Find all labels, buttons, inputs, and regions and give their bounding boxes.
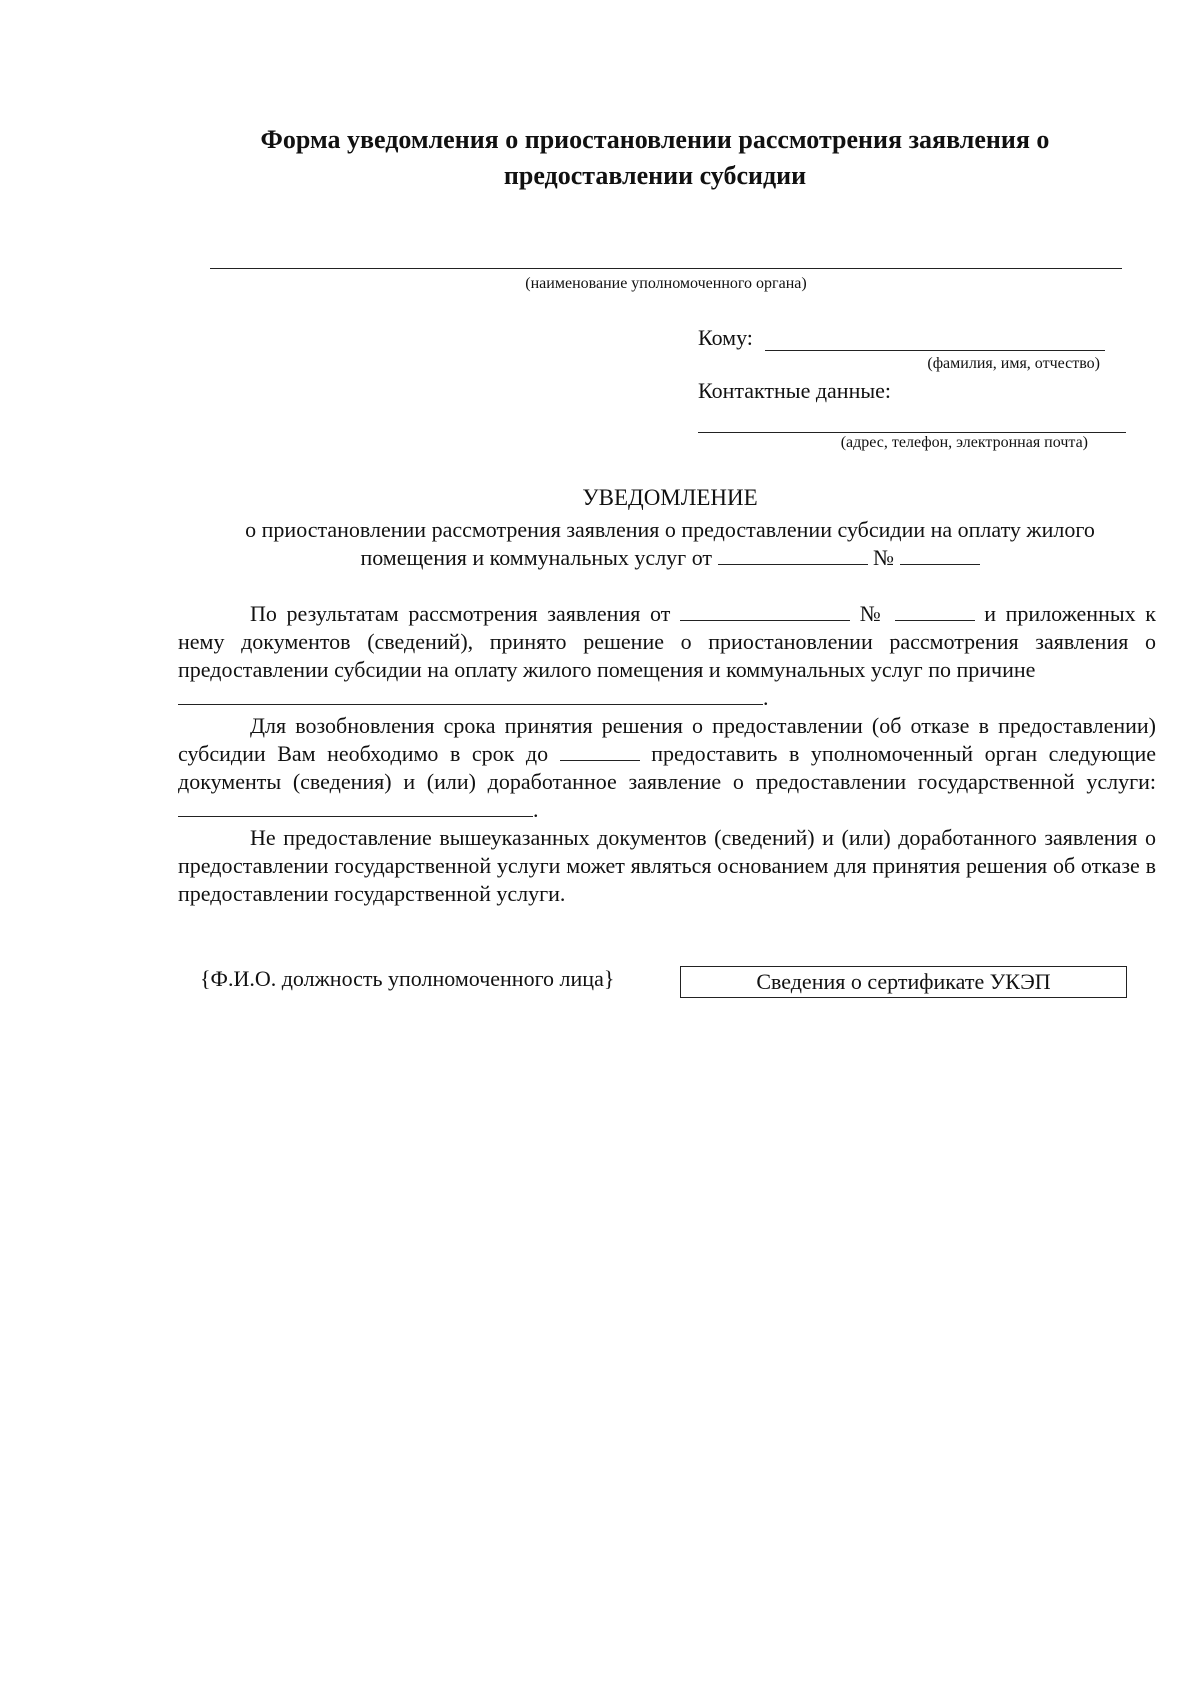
paragraph-decision: По результатам рассмотрения заявления от № и приложенных к нему документов (сведений), принято решение о приостановлении рассмотрения заявления о предоставлении субсидии на оплату жилого помещения и коммунальных услуг по причине . (178, 601, 1156, 710)
notice-subheading-line2 (180, 545, 1160, 571)
application-number-blank[interactable] (895, 602, 975, 621)
org-name-caption: (наименование уполномоченного органа) (525, 275, 807, 292)
notice-heading: УВЕДОМЛЕНИЕ (582, 485, 758, 510)
para1-text-a: По результатам рассмотрения заявления от (250, 601, 671, 626)
subheading-text: помещения и коммунальных услуг от (360, 545, 713, 570)
recipient-label: Кому: (698, 325, 753, 350)
contacts-caption: (адрес, телефон, электронная почта) (840, 434, 1088, 451)
notice-subheading-line1: о приостановлении рассмотрения заявления о предоставлении субсидии на оплату жилого (245, 517, 1095, 542)
signature-label: {Ф.И.О. должность уполномоченного лица} (200, 966, 615, 991)
documents-blank[interactable] (178, 798, 533, 817)
recipient-blank-line[interactable] (765, 350, 1105, 351)
subheading-date-blank[interactable] (718, 546, 868, 565)
paragraph-resume: Для возобновления срока принятия решения о предоставлении (об отказе в предоставлении) субсидии Вам необходимо в срок до предоставить в уполномоченный орган следующие документы (сведения) и (или) доработанное заявление о предоставлении государственной услуги: . (178, 713, 1157, 822)
para1-number-sign: № (859, 601, 885, 626)
subheading-number-sign: № (873, 545, 895, 570)
recipient-fio-caption: (фамилия, имя, отчество) (927, 355, 1100, 372)
deadline-blank[interactable] (560, 742, 640, 761)
org-name-blank-line[interactable] (210, 268, 1122, 269)
para1-text-c: и приложенных к нему документов (сведений), принято решение о приостановлении рассмотрения заявления о предоставлении субсидии на оплату жилого помещения и коммунальных услуг по причине (178, 601, 1156, 682)
certificate-box: Сведения о сертификате УКЭП (680, 966, 1127, 998)
reason-blank[interactable] (178, 686, 763, 705)
application-date-blank[interactable] (680, 602, 850, 621)
contacts-label: Контактные данные: (698, 378, 891, 403)
document-title: Форма уведомления о приостановлении рассмотрения заявления о предоставлении субсидии (260, 125, 1050, 190)
notice-body (178, 600, 1156, 908)
subheading-number-blank[interactable] (900, 546, 980, 565)
para2-text-a: Для возобновления срока принятия решения о предоставлении (об отказе в предоставлении) субсидии Вам необходимо в срок до (178, 713, 1156, 766)
para2-text-b: предоставить в уполномоченный орган следующие документы (сведения) и (или) доработанное заявление о предоставлении государственной услуги: (178, 741, 1157, 794)
recipient-row (698, 325, 753, 351)
contacts-blank-line[interactable] (698, 432, 1126, 433)
paragraph-warning: Не предоставление вышеуказанных документов (сведений) и (или) доработанного заявления о предоставлении государственной услуги может являться основанием для принятия решения об отказе в предоставлении государственной услуги. (178, 825, 1156, 906)
